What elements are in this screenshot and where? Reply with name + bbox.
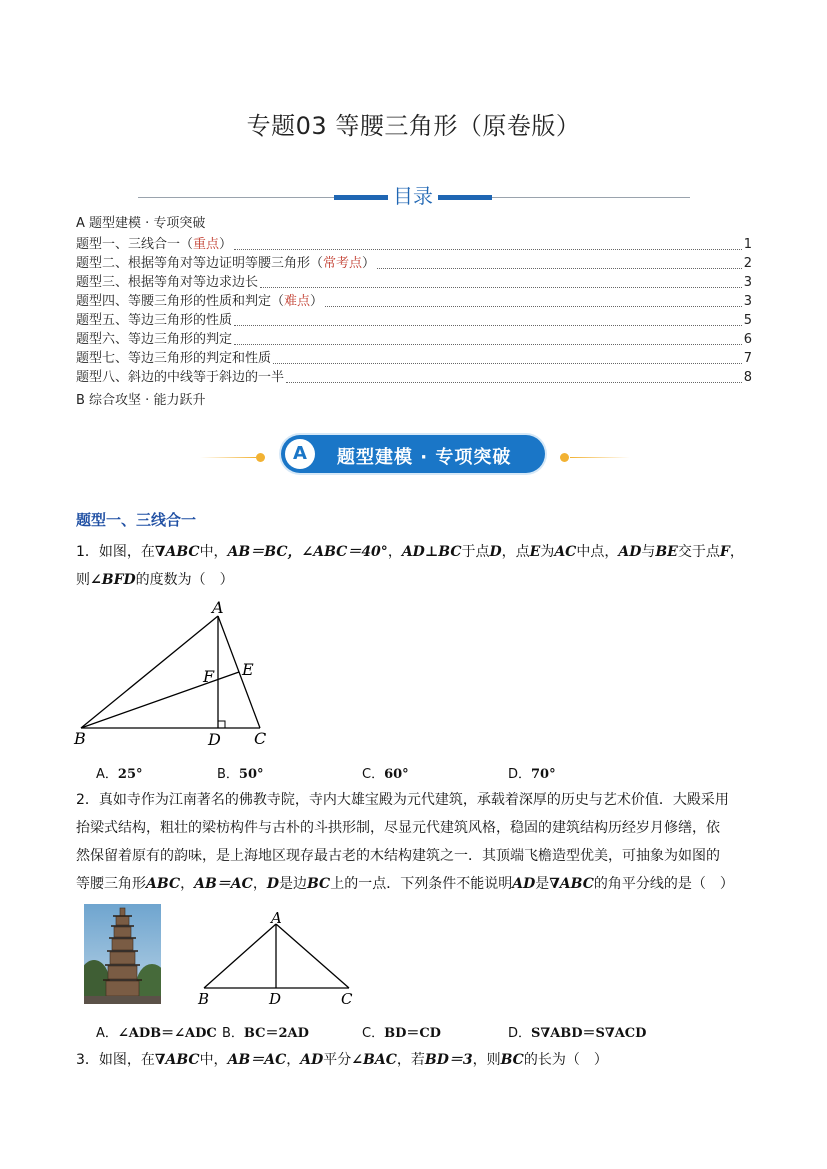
option-c[interactable]: C．BD＝CD <box>362 1026 441 1041</box>
toc-item-page: 5 <box>743 313 752 328</box>
dot-icon <box>560 453 569 462</box>
pagoda-photo <box>84 904 161 1004</box>
question-3-text: 3．如图，在∇ABC中，AB＝AC，AD平分∠BAC，若BD＝3，则BC的长为（ ） <box>76 1052 608 1068</box>
toc-item-label: 题型七、等边三角形的判定和性质 <box>76 351 272 366</box>
divider <box>200 457 256 458</box>
divider <box>138 197 334 198</box>
toc-item-label: 题型一、三线合一 <box>76 237 181 252</box>
toc-item-page: 1 <box>743 237 752 252</box>
vertex-label: D <box>269 990 282 1008</box>
toc-item-page: 2 <box>743 256 752 271</box>
vertex-label: B <box>198 990 210 1008</box>
triangle-figure-1 <box>70 598 280 753</box>
toc-item-3[interactable] <box>76 274 752 292</box>
option-c[interactable]: C．60° <box>362 767 409 782</box>
option-a[interactable]: A．25° <box>96 767 143 782</box>
toc-item-2[interactable]: 题型二、根据等角对等边证明等腰三角形 （ 常考点 ） 2 <box>76 256 752 271</box>
triangle-figure-2 <box>193 912 368 1012</box>
toc-part-a[interactable] <box>76 215 752 233</box>
toc-item-label: 题型八、斜边的中线等于斜边的一半 <box>76 370 285 385</box>
banner-badge: A <box>285 439 315 469</box>
section-title: 题型一、三线合一 <box>76 511 197 529</box>
toc-item-label: 题型六、等边三角形的判定 <box>76 332 233 347</box>
toc-item-page: 3 <box>743 275 752 290</box>
toc-item-tag: 常考点 <box>323 256 363 271</box>
vertex-label: C <box>341 990 353 1008</box>
toc-part-label: B 综合攻坚 · 能力跃升 <box>76 393 206 408</box>
toc-part-label: A 题型建模 · 专项突破 <box>76 216 206 231</box>
option-d[interactable]: D．S∇ABD＝S∇ACD <box>508 1026 647 1041</box>
toc-item-page: 3 <box>743 294 752 309</box>
vertex-label: F <box>203 667 215 686</box>
divider <box>334 195 388 200</box>
toc-item-page: 6 <box>743 332 752 347</box>
vertex-label: E <box>242 660 254 679</box>
divider <box>570 457 630 458</box>
toc-item-tag: 重点 <box>193 237 220 252</box>
dot-icon <box>256 453 265 462</box>
toc-item-label: 题型五、等边三角形的性质 <box>76 313 233 328</box>
toc-header <box>138 180 690 212</box>
banner-text: 题型建模 · 专项突破 <box>337 447 512 468</box>
vertex-label: A <box>212 598 224 617</box>
banner-pill <box>281 435 545 473</box>
option-d[interactable]: D．70° <box>508 767 556 782</box>
page-title: 专题03 等腰三角形（原卷版） <box>246 112 581 140</box>
question-2-text: 2．真如寺作为江南著名的佛教寺院，寺内大雄宝殿为元代建筑，承载着深厚的历史与艺术价值．大殿采用 抬梁式结构，粗壮的梁枋构件与古朴的斗拱形制，尽显元代建筑风格，稳固的建筑结构历经岁月修缮，依 然保留着原有的韵味，是上海地区现存最古老的木结构建筑之一．其顶端飞檐造型优美，可抽象为如图的 等腰三角形ABC，AB＝AC，D是边BC上的一点．下列条件不能说明AD是∇ABC的角平分线的是（ ） <box>76 792 734 892</box>
toc-item-8[interactable] <box>76 369 752 387</box>
toc-item-1[interactable]: 题型一、三线合一 （ 重点 ） 1 <box>76 237 752 252</box>
toc-heading: 目录 <box>393 184 433 208</box>
toc-item-5[interactable] <box>76 312 752 330</box>
toc-part-b[interactable] <box>76 392 752 410</box>
question-1-text: 1．如图，在∇ABC中，AB＝BC，∠ABC＝40°，AD⊥BC于点D，点E为AC中点，AD与BE交于点F， 则∠BFD的度数为（ ） <box>76 544 744 588</box>
toc-item-4[interactable]: 题型四、等腰三角形的性质和判定 （ 难点 ） 3 <box>76 294 752 309</box>
divider <box>438 195 492 200</box>
option-b[interactable]: B．BC＝2AD <box>222 1026 309 1041</box>
divider <box>492 197 690 198</box>
toc-item-page: 7 <box>743 351 752 366</box>
toc-item-tag: 难点 <box>284 294 311 309</box>
vertex-label: D <box>208 730 221 749</box>
toc-item-7[interactable] <box>76 350 752 368</box>
section-banner <box>200 432 630 476</box>
option-a[interactable]: A．∠ADB＝∠ADC <box>96 1026 217 1041</box>
toc-item-label: 题型三、根据等角对等边求边长 <box>76 275 259 290</box>
toc-item-label: 题型四、等腰三角形的性质和判定 <box>76 294 272 309</box>
vertex-label: B <box>74 729 86 748</box>
toc-item-page: 8 <box>743 370 752 385</box>
option-b[interactable]: B．50° <box>217 767 264 782</box>
vertex-label: C <box>254 729 267 748</box>
toc-item-label: 题型二、根据等角对等边证明等腰三角形 <box>76 256 311 271</box>
toc-item-6[interactable] <box>76 331 752 349</box>
vertex-label: A <box>271 912 282 927</box>
